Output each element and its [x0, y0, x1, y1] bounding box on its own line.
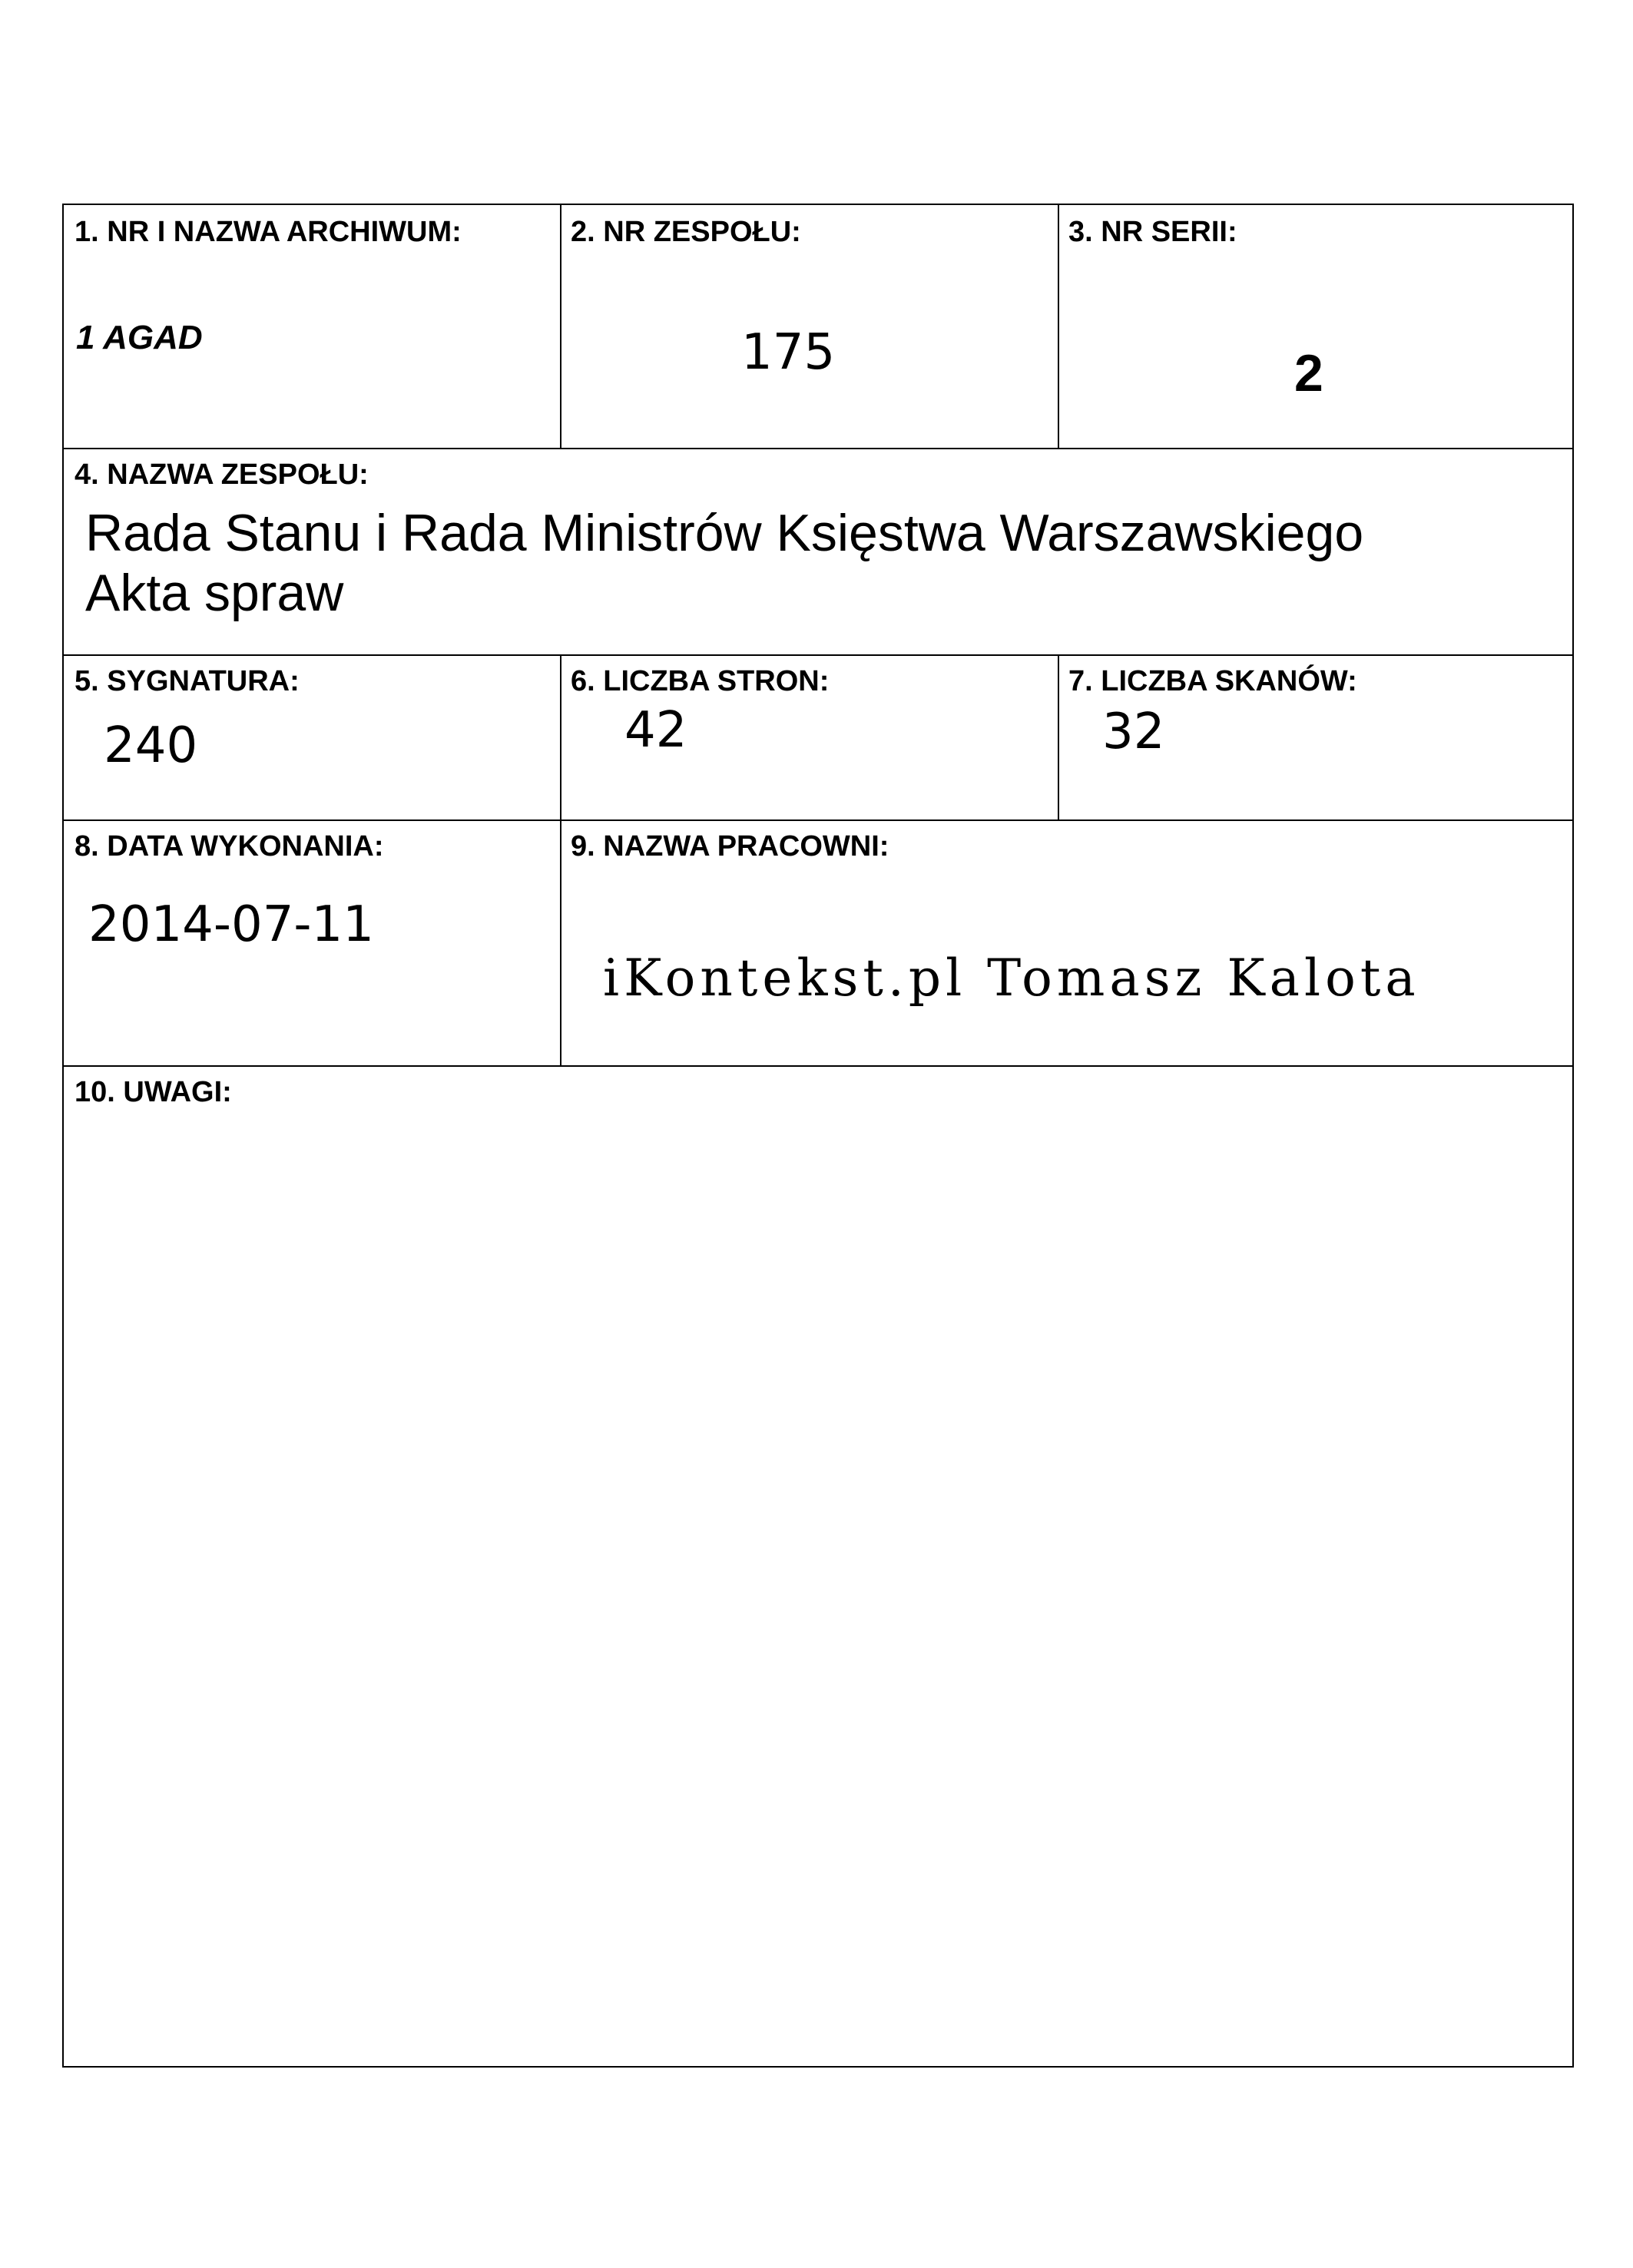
page-count-label: 6. LICZBA STRON:: [571, 665, 830, 697]
archive-metadata-form: [62, 204, 1574, 2068]
series-number-cell: [1058, 205, 1574, 448]
notes-cell: [64, 1065, 1574, 2068]
fonds-name-cell: [64, 448, 1574, 654]
notes-label: 10. UWAGI:: [75, 1076, 232, 1108]
workshop-value: iKontekst.pl Tomasz Kalota: [603, 949, 1420, 1008]
workshop-label: 9. NAZWA PRACOWNI:: [571, 830, 889, 863]
date-label: 8. DATA WYKONANIA:: [75, 830, 384, 863]
fonds-name-line-2: Akta spraw: [85, 564, 344, 622]
date-cell: [64, 819, 560, 1065]
fonds-number-label: 2. NR ZESPOŁU:: [571, 216, 801, 248]
fonds-name-line-1: Rada Stanu i Rada Ministrów Księstwa Warszawskiego: [85, 504, 1364, 562]
signature-label: 5. SYGNATURA:: [75, 665, 300, 697]
scan-count-value: 32: [1102, 704, 1165, 760]
page-count-cell: [560, 654, 1058, 819]
archive-cell: [64, 205, 560, 448]
signature-value: 240: [104, 717, 198, 774]
fonds-name-label: 4. NAZWA ZESPOŁU:: [75, 459, 369, 491]
archive-value: 1 AGAD: [76, 319, 203, 356]
scan-count-label: 7. LICZBA SKANÓW:: [1068, 665, 1357, 697]
fonds-number-value: 175: [741, 324, 836, 381]
signature-cell: [64, 654, 560, 819]
date-value: 2014-07-11: [88, 896, 374, 953]
series-number-value: 2: [1294, 344, 1323, 402]
page-count-value: 42: [624, 702, 687, 759]
series-number-label: 3. NR SERII:: [1068, 216, 1237, 248]
scan-count-cell: [1058, 654, 1574, 819]
archive-label: 1. NR I NAZWA ARCHIWUM:: [75, 216, 462, 248]
workshop-cell: [560, 819, 1574, 1065]
fonds-number-cell: [560, 205, 1058, 448]
